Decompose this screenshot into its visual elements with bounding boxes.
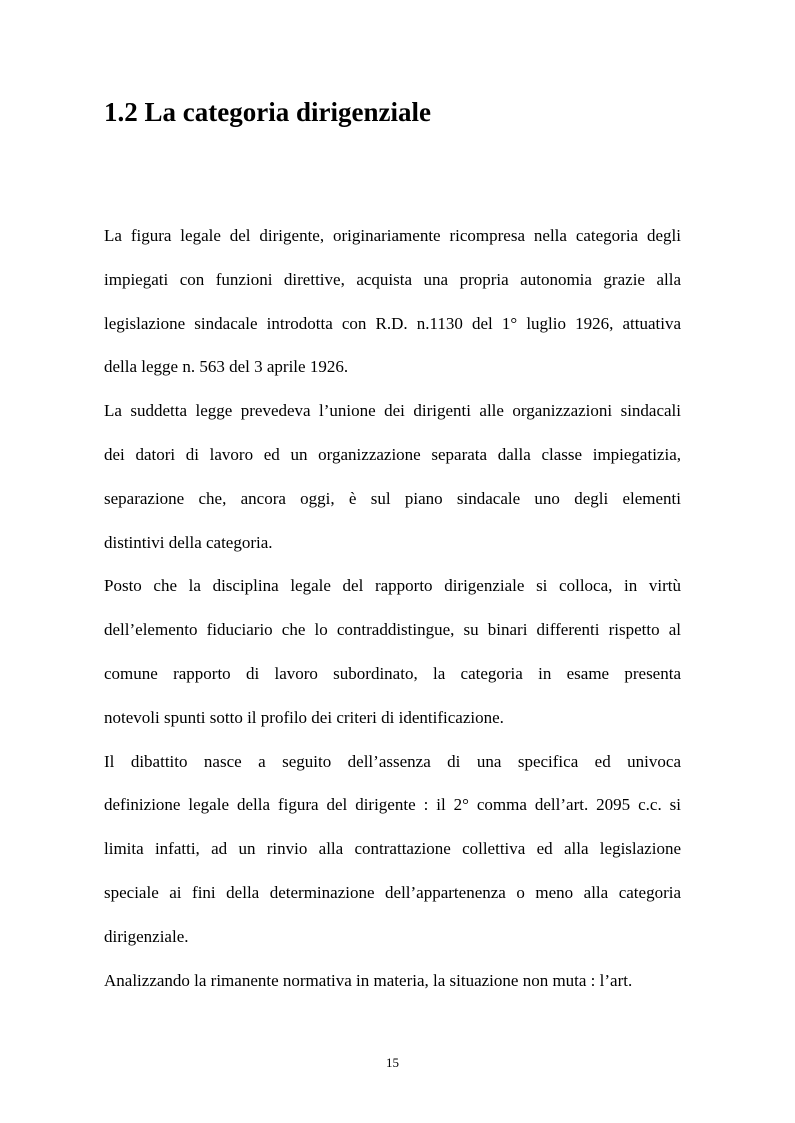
text-line: notevoli spunti sotto il profilo dei criteri di identificazione. — [104, 707, 504, 727]
text-line: dell’elemento fiduciario che lo contraddistingue, su binari differenti rispetto al — [104, 620, 681, 640]
body-text — [104, 221, 681, 1009]
text-line: Posto che la disciplina legale del rapporto dirigenziale si colloca, in virtù — [104, 576, 681, 596]
section-heading: 1.2 La categoria dirigenziale — [104, 97, 431, 127]
text-line: comune rapporto di lavoro subordinato, la categoria in esame presenta — [104, 663, 681, 683]
text-line: limita infatti, ad un rinvio alla contrattazione collettiva ed alla legislazione — [104, 839, 681, 859]
page-number: 15 — [386, 1055, 399, 1070]
text-line: distintivi della categoria. — [104, 532, 273, 552]
text-line: speciale ai fini della determinazione dell’appartenenza o meno alla categoria — [104, 882, 681, 902]
text-line: definizione legale della figura del dirigente : il 2° comma dell’art. 2095 c.c. si — [104, 795, 681, 815]
text-line: della legge n. 563 del 3 aprile 1926. — [104, 357, 349, 377]
text-line: Analizzando la rimanente normativa in materia, la situazione non muta : l’art. — [104, 970, 633, 990]
text-line: Il dibattito nasce a seguito dell’assenza di una specifica ed univoca — [104, 751, 681, 771]
text-line: La figura legale del dirigente, originariamente ricompresa nella categoria degli — [104, 226, 681, 245]
text-line: dirigenziale. — [104, 926, 189, 946]
text-line: separazione che, ancora oggi, è sul piano sindacale uno degli elementi — [104, 488, 681, 508]
text-line: impiegati con funzioni direttive, acquista una propria autonomia grazie alla — [104, 269, 681, 289]
text-line: dei datori di lavoro ed un organizzazione separata dalla classe impiegatizia, — [104, 444, 681, 464]
text-line: legislazione sindacale introdotta con R.D. n.1130 del 1° luglio 1926, attuativa — [104, 313, 681, 333]
text-line: La suddetta legge prevedeva l’unione dei dirigenti alle organizzazioni sindacali — [104, 401, 681, 421]
